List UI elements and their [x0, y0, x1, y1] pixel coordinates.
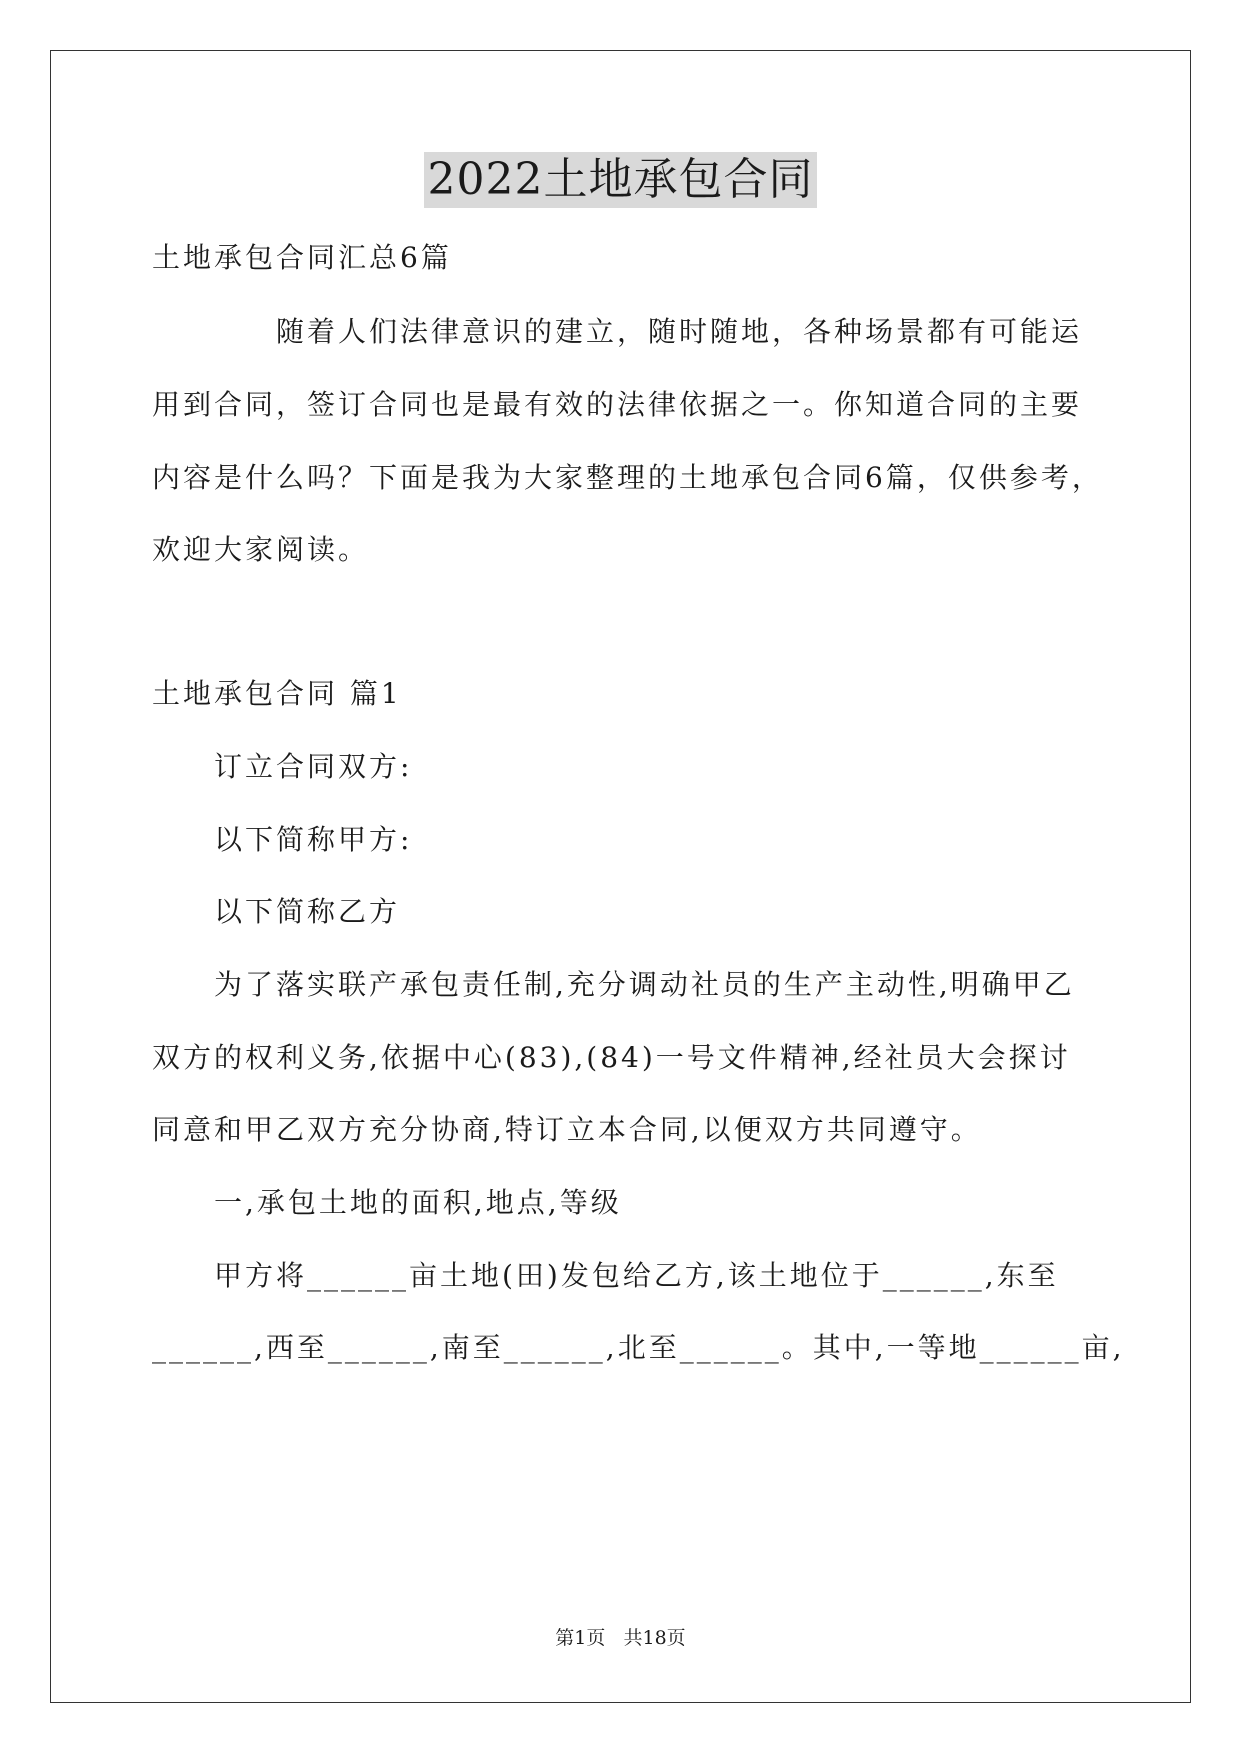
intro-line: 内容是什么吗？下面是我为大家整理的土地承包合同6篇，仅供参考， [152, 461, 1103, 494]
intro-line: 随着人们法律意识的建立，随时随地，各种场景都有可能运 [276, 315, 1083, 348]
body-line: 甲方将______亩土地(田)发包给乙方,该土地位于______,东至 [214, 1259, 1059, 1292]
intro-line: 欢迎大家阅读。 [152, 533, 370, 566]
body-line: ______,西至______,南至______,北至______。其中,一等地______亩, [152, 1331, 1125, 1364]
body-line: 同意和甲乙双方充分协商,特订立本合同,以便双方共同遵守。 [152, 1113, 982, 1146]
body-line: 双方的权利义务,依据中心(83),(84)一号文件精神,经社员大会探讨 [152, 1041, 1071, 1074]
body-line: 以下简称乙方 [214, 895, 401, 928]
page-border [50, 50, 1191, 1703]
body-line: 为了落实联产承包责任制,充分调动社员的生产主动性,明确甲乙 [214, 968, 1075, 1001]
section-heading: 土地承包合同 篇1 [152, 677, 402, 710]
document-subtitle: 土地承包合同汇总6篇 [152, 241, 452, 274]
body-line: 一,承包土地的面积,地点,等级 [214, 1186, 622, 1219]
document-title: 2022土地承包合同 [424, 152, 818, 208]
body-line: 订立合同双方: [214, 750, 413, 783]
intro-line: 用到合同，签订合同也是最有效的法律依据之一。你知道合同的主要 [152, 388, 1083, 421]
page-number: 第1页 共18页 [555, 1627, 686, 1649]
body-line: 以下简称甲方: [214, 823, 413, 856]
title-container [0, 152, 1241, 208]
